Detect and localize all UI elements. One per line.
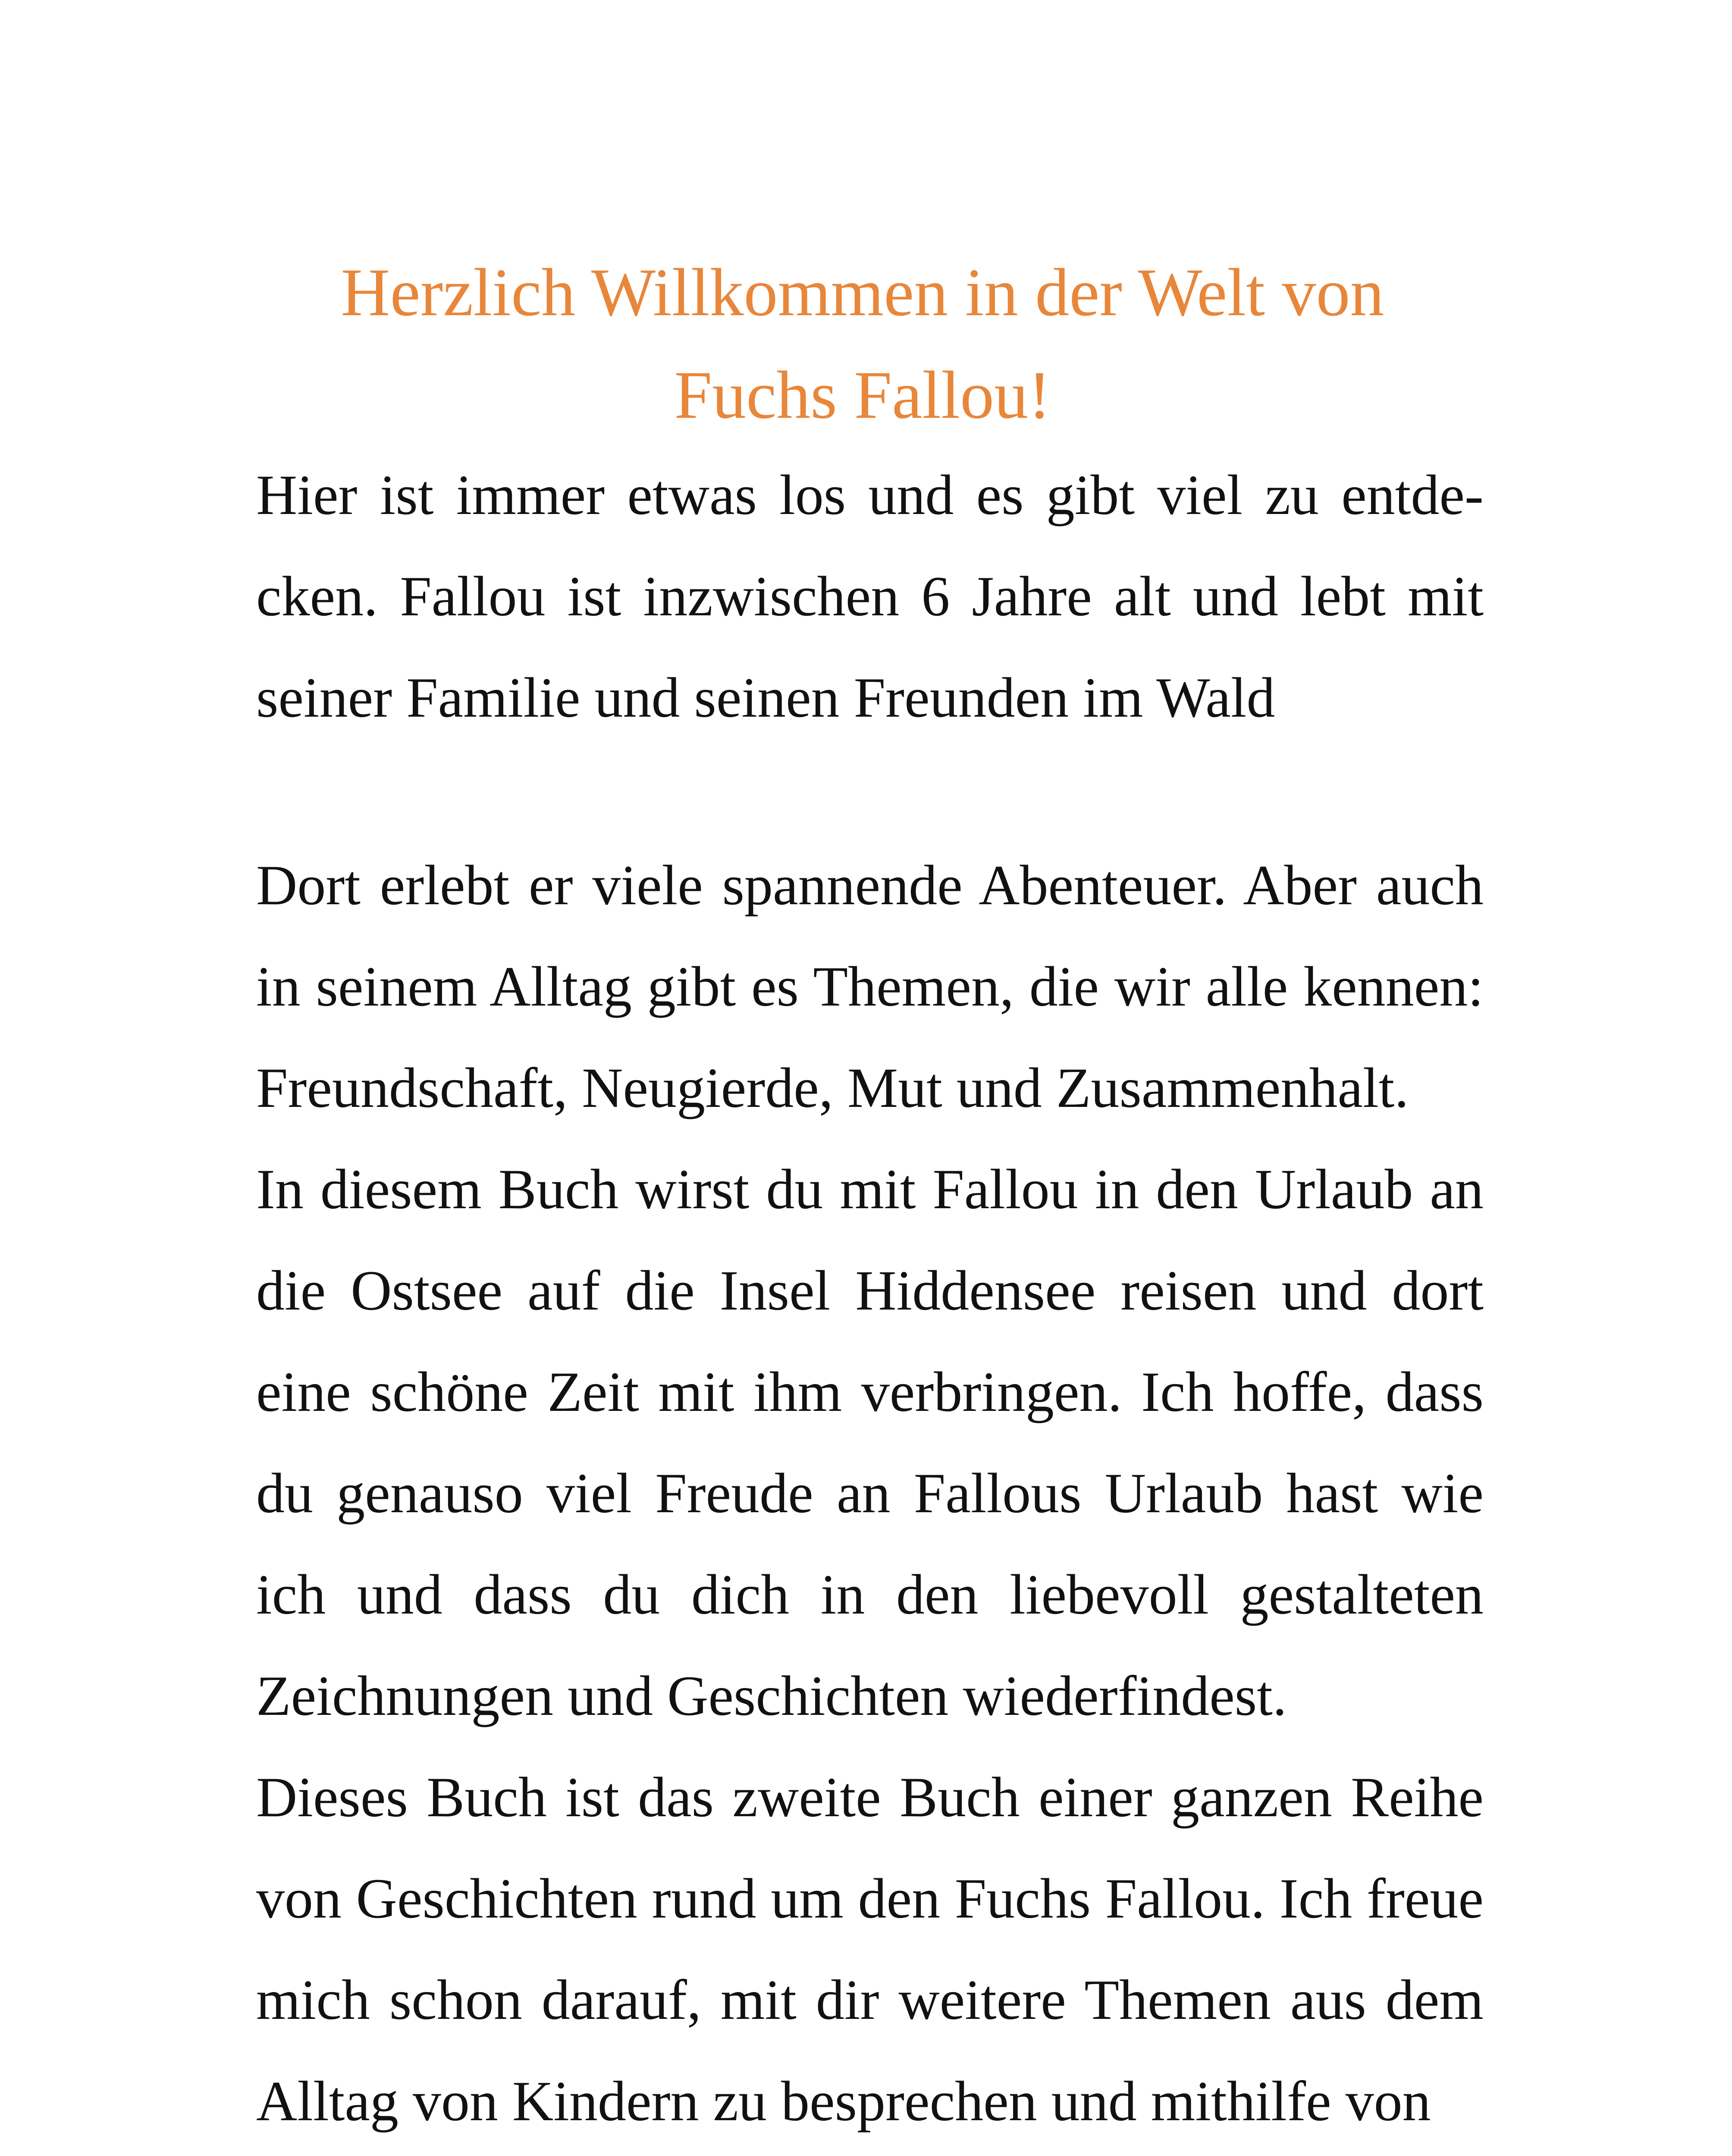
body-text (256, 444, 1484, 2152)
title-line-2: Fuchs Fallou! (674, 357, 1051, 433)
paragraph-intro: Hier ist immer etwas los und es gibt viel zu entdecken. Fallou ist inzwischen 6 Jahre alt und lebt mit seiner Familie und seinen Freunden im Wald (256, 463, 1484, 729)
paragraph-series: Dieses Buch ist das zweite Buch einer ganzen Reihe von Geschichten rund um den Fuchs Fallou. Ich freue mich schon darauf, mit dir weitere Themen aus dem Alltag von Kindern zu besprechen und mithilfe von (256, 1765, 1484, 2133)
title-line-1: Herzlich Willkommen in der Welt von (341, 255, 1384, 330)
page-title (242, 241, 1484, 447)
paragraph-vacation: In diesem Buch wirst du mit Fallou in den Urlaub an die Ostsee auf die Insel Hiddensee reisen und dort eine schöne Zeit mit ihm verbringen. Ich hoffe, dass du genauso viel Freude an Fallous Urlaub hast wie ich und dass du dich in den liebevoll gestalteten Zeichnungen und Geschichten wiederfindest. (256, 1157, 1484, 1727)
paragraph-adventures: Dort erlebt er viele spannende Abenteuer. Aber auch in seinem Alltag gibt es Themen, die wir alle kennen: Freundschaft, Neugierde, Mut und Zusammenhalt. (256, 853, 1484, 1119)
